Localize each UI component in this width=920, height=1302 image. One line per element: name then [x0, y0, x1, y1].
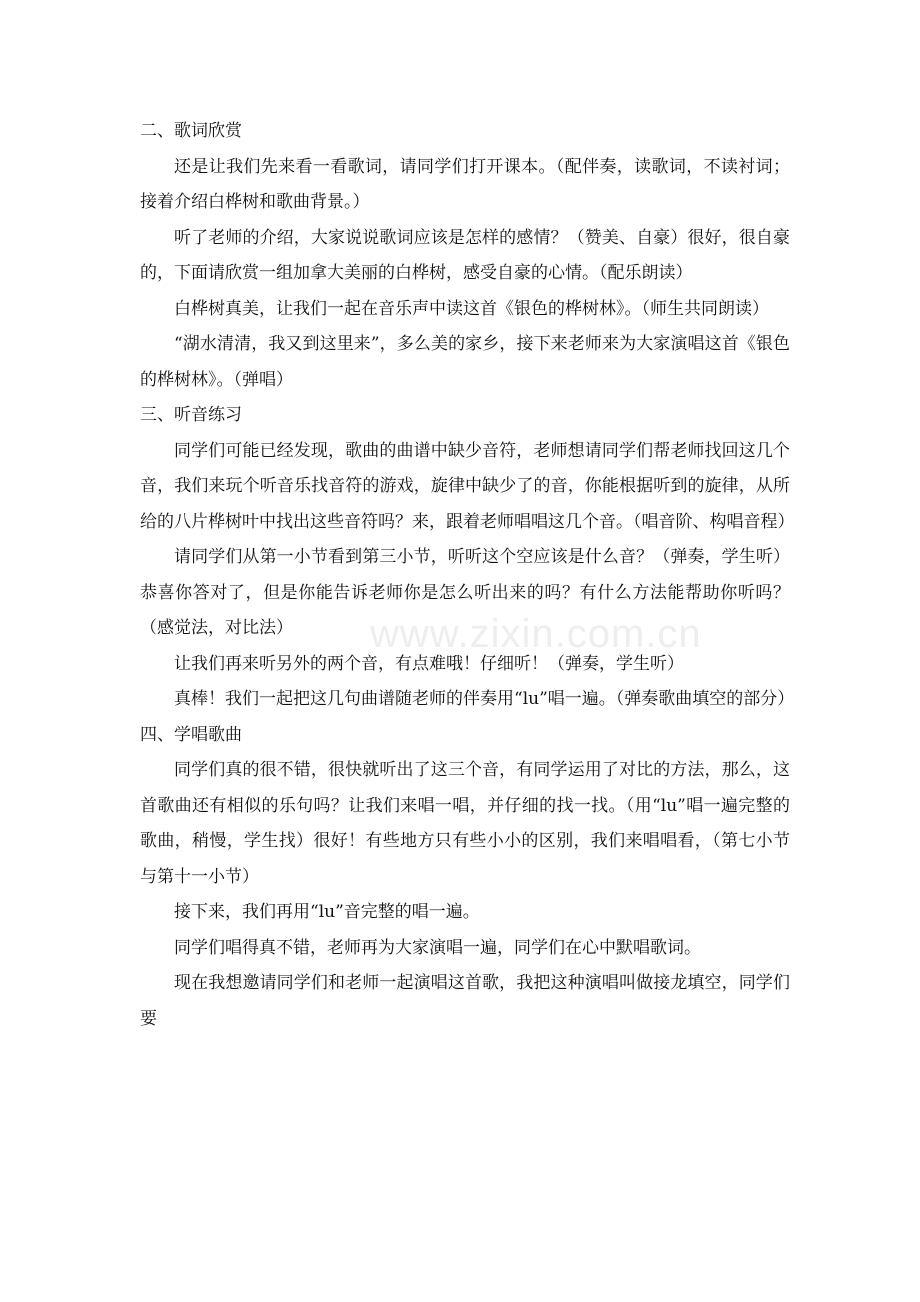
section-heading-listening: 三、听音练习 — [140, 405, 242, 425]
document-body — [140, 114, 795, 1037]
paragraph: “湖水清清，我又到这里来”，多么美的家乡，接下来老师来为大家演唱这首《银色的桦树林》。（弹唱） — [140, 334, 790, 390]
section-heading-singing: 四、学唱歌曲 — [140, 724, 242, 745]
paragraph: 现在我想邀请同学们和老师一起演唱这首歌，我把这种演唱叫做接龙填空，同学们要 — [140, 973, 790, 1029]
paragraph: 听了老师的介绍，大家说说歌词应该是怎样的感情？（赞美、自豪）很好，很自豪的，下面请欣赏一组加拿大美丽的白桦树，感受自豪的心情。（配乐朗读） — [140, 227, 790, 283]
section-heading-lyrics: 二、歌词欣赏 — [140, 121, 242, 141]
watermark: www.zixin.com.cn — [370, 612, 702, 656]
paragraph: 同学们可能已经发现，歌曲的曲谱中缺少音符，老师想请同学们帮老师找回这几个音，我们来玩个听音乐找音符的游戏，旋律中缺少了的音，你能根据听到的旋律，从所给的八片桦树叶中找出这些音符吗？来，跟着老师唱唱这几个音。（唱音阶、构唱音程） — [140, 440, 795, 532]
paragraph: 接下来，我们再用“lu”音完整的唱一遍。 — [174, 902, 480, 922]
paragraph: 让我们再来听另外的两个音，有点难哦！仔细听！（弹奏，学生听） — [174, 653, 684, 674]
paragraph: 白桦树真美，让我们一起在音乐声中读这首《银色的桦树林》。（师生共同朗读） — [174, 298, 769, 319]
paragraph: 请同学们从第一小节看到第三小节，听听这个空应该是什么音？（弹奏，学生听）恭喜你答对了，但是你能告诉老师你是怎么听出来的吗？有什么方法能帮助你听吗？（感觉法，对比法） — [140, 547, 790, 638]
paragraph: 真棒！我们一起把这几句曲谱随老师的伴奏用“lu”唱一遍。（弹奏歌曲填空的部分） — [174, 689, 795, 709]
paragraph: 同学们真的很不错，很快就听出了这三个音，有同学运用了对比的方法，那么，这首歌曲还有相似的乐句吗？让我们来唱一唱，并仔细的找一找。（用“lu”唱一遍完整的歌曲，稍慢，学生找）很好！有些地方只有些小小的区别，我们来唱唱看，（第七小节与第十一小节） — [140, 760, 790, 887]
paragraph: 同学们唱得真不错，老师再为大家演唱一遍，同学们在心中默唱歌词。 — [174, 937, 701, 958]
paragraph: 还是让我们先来看一看歌词，请同学们打开课本。（配伴奏，读歌词，不读衬词；接着介绍白桦树和歌曲背景。） — [140, 156, 790, 212]
